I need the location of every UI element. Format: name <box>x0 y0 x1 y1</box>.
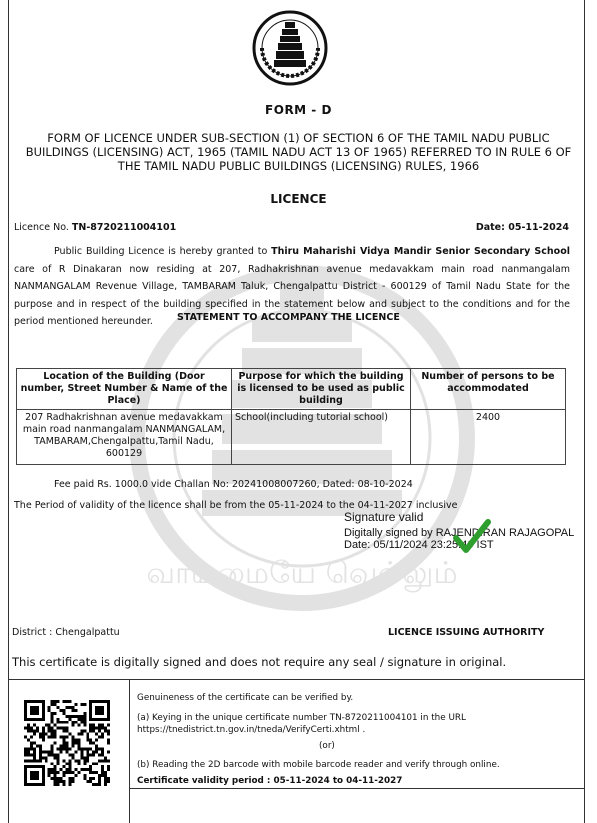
district: District : Chengalpattu <box>12 627 120 638</box>
table-row <box>17 410 566 465</box>
statement-heading: STATEMENT TO ACCOMPANY THE LICENCE <box>177 312 400 323</box>
issuing-authority: LICENCE ISSUING AUTHORITY <box>388 627 545 638</box>
signature-status: Signature valid <box>344 510 424 524</box>
act-title: FORM OF LICENCE UNDER SUB-SECTION (1) OF SECTION 6 OF THE TAMIL NADU PUBLIC BUILDINGS (LICENSING) ACT, 1965 (TAMIL NADU ACT 13 OF 1965) REFERRED TO IN RULE 6 OF THE TAMIL NADU PUBLIC BUILDINGS (LICENSING) RULES, 1966 <box>25 131 572 173</box>
fee-paid: Fee paid Rs. 1000.0 vide Challan No: 20241008007260, Dated: 08-10-2024 <box>54 479 413 490</box>
verification-option-a: (a) Keying in the unique certificate number TN-8720211004101 in the URL https://tnedistrict.tn.gov.in/tneda/VerifyCerti.xhtml . <box>137 713 466 735</box>
watermark-motto: வாய்மையே வெல்லும் <box>146 556 458 591</box>
signature-date: Date: 05/11/2024 23:25:40 IST <box>344 539 494 551</box>
verification-or: (or) <box>319 741 335 751</box>
page-border-left <box>8 0 9 823</box>
licence-heading: LICENCE <box>270 192 327 206</box>
cell-purpose: School(including tutorial school) <box>232 410 411 465</box>
form-label: FORM - D <box>265 103 332 117</box>
licence-number <box>14 222 176 233</box>
licence-date-label: Date: <box>475 222 505 233</box>
grantee-details: care of R Dinakaran now residing at 207, Radhakrishnan avenue medavakkam main road nanmangalam NANMANGALAM Revenue Village, TAMBARAM Taluk, Chengalpattu District - 600129 of Tamil Nadu State for the purpose and in respect of the building specified in the statement below and subject to the conditions and for the period mentioned hereunder. <box>14 263 570 328</box>
table-header-row <box>17 369 566 410</box>
cell-persons: 2400 <box>411 410 566 465</box>
licence-number-value: TN-8720211004101 <box>71 222 177 233</box>
signature-signer: Digitally signed by RAJENDIRAN RAJAGOPAL <box>344 527 575 539</box>
grantee-name: Thiru Maharishi Vidya Mandir Senior Secondary School <box>271 246 570 257</box>
licence-date-value: 05-11-2024 <box>508 222 569 233</box>
header-persons: Number of persons to be accommodated <box>411 369 566 410</box>
qr-code[interactable] <box>24 700 110 786</box>
verification-intro: Genuineness of the certificate can be verified by. <box>137 693 354 703</box>
statement-table <box>16 368 566 465</box>
cell-location: 207 Radhakrishnan avenue medavakkam main road nanmangalam NANMANGALAM, TAMBARAM,Chengalpattu,Tamil Nadu, 600129 <box>17 410 232 465</box>
licence-number-label: Licence No. <box>14 222 69 233</box>
header-purpose: Purpose for which the building is licensed to be used as public building <box>232 369 411 410</box>
footer-divider-vertical <box>129 679 130 823</box>
verification-option-b: (b) Reading the 2D barcode with mobile barcode reader and verify through online. <box>137 760 500 770</box>
digital-signature-note: This certificate is digitally signed and does not require any seal / signature in original. <box>12 655 507 669</box>
checkmark-icon <box>452 516 492 556</box>
validity-period: The Period of validity of the licence shall be from the 05-11-2024 to the 04-11-2027 inclusive <box>14 500 458 511</box>
footer-divider-bottom <box>129 788 585 789</box>
header-location: Location of the Building (Door number, Street Number & Name of the Place) <box>17 369 232 410</box>
certificate-validity-period: Certificate validity period : 05-11-2024 to 04-11-2027 <box>137 776 403 786</box>
licence-date <box>476 222 569 233</box>
tamil-nadu-emblem <box>252 10 328 86</box>
footer-divider-top <box>8 679 585 680</box>
intro-text: Public Building Licence is hereby granted to <box>54 246 268 257</box>
page-border-right <box>584 0 585 823</box>
